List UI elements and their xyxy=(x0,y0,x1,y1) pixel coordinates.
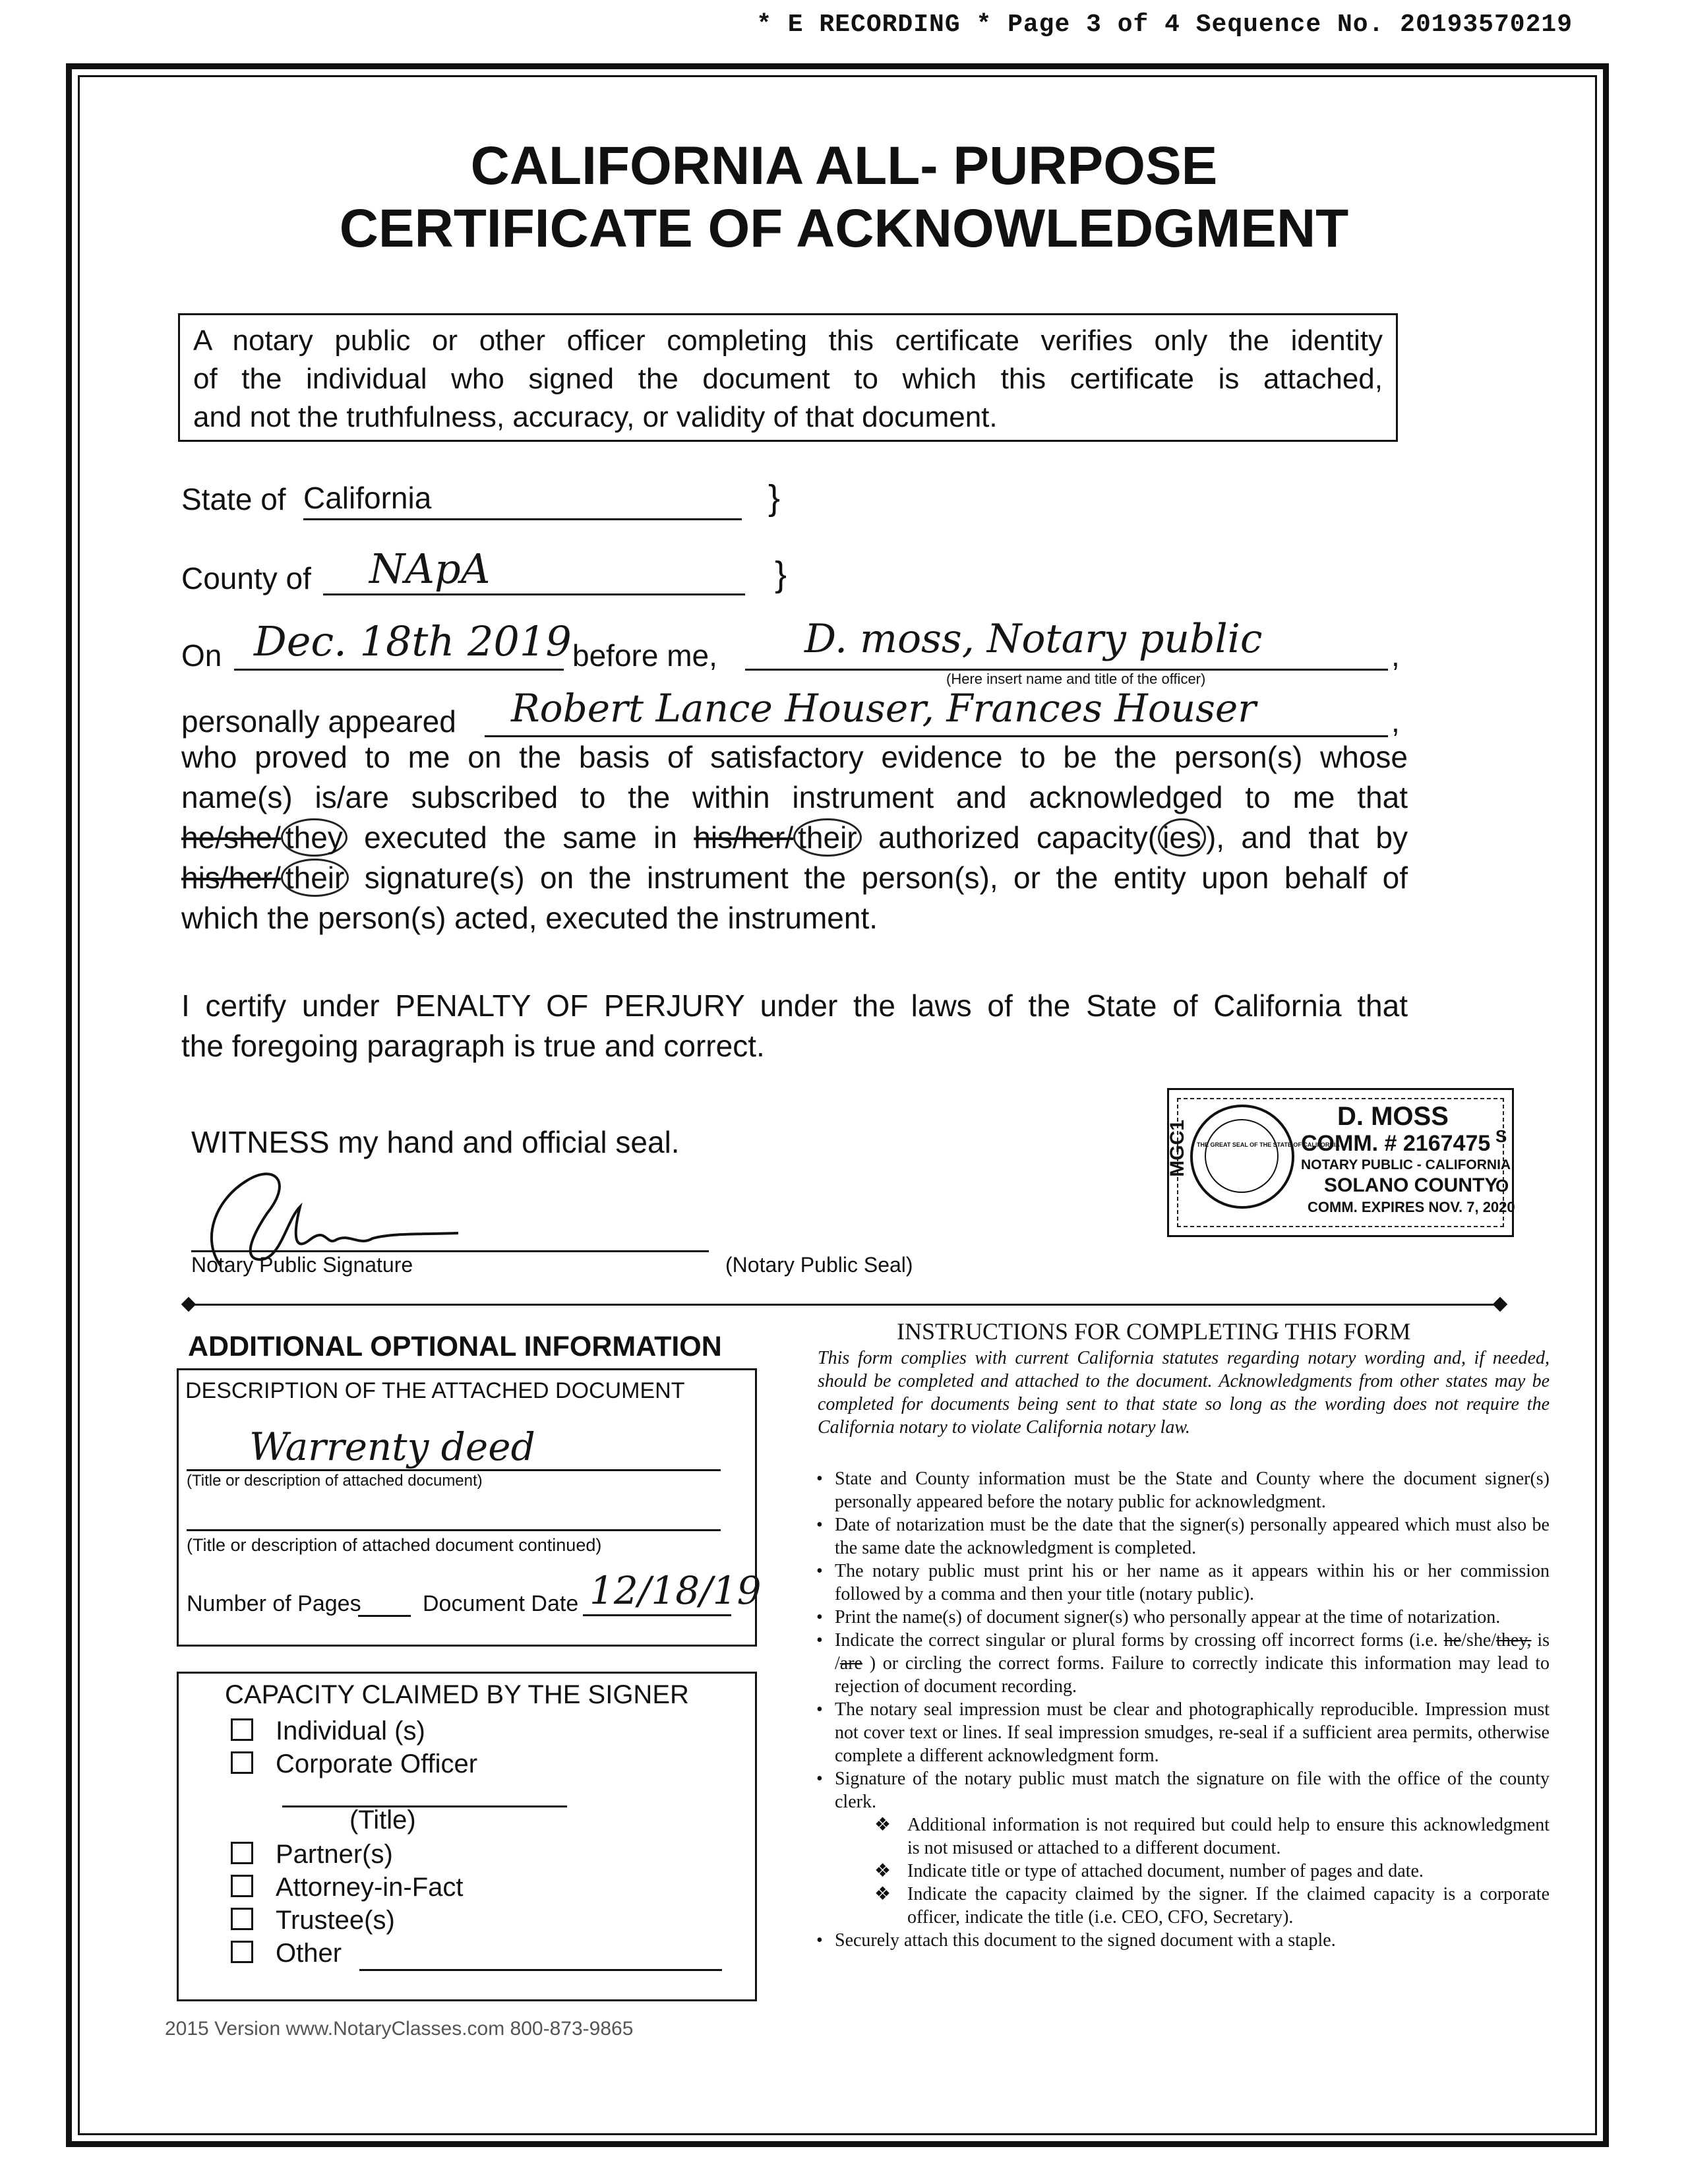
signers-field[interactable] xyxy=(485,686,1388,737)
struck-his-her-2: his/her/ xyxy=(181,861,281,895)
seal-name: D. MOSS xyxy=(1337,1102,1449,1131)
instruction-text: is / xyxy=(835,1630,1550,1674)
officer-title-field[interactable] xyxy=(282,1804,567,1807)
personally-appeared-label: personally appeared xyxy=(181,704,456,739)
pages-label: Number of Pages xyxy=(187,1591,361,1616)
seal-comm: COMM. # 2167475 xyxy=(1301,1131,1491,1156)
capacity-corporate-label: Corporate Officer xyxy=(276,1749,478,1778)
date-value: Dec. 18th 2019 xyxy=(254,617,572,665)
capacity-heading: CAPACITY CLAIMED BY THE SIGNER xyxy=(225,1680,689,1709)
struck-his-her: his/her/ xyxy=(694,820,794,855)
circled-their-2: their xyxy=(281,859,349,897)
instruction-singular-plural xyxy=(835,1629,1550,1698)
capacity-trustee-label: Trustee(s) xyxy=(276,1906,395,1935)
instruction-additional-info: ❖ Additional information is not required but could help to ensure this acknowledgment is not misused or attached to a different document. xyxy=(835,1813,1550,1860)
attached-document-box xyxy=(177,1368,762,1647)
state-value: California xyxy=(303,481,432,515)
circled-they: they xyxy=(281,818,347,857)
other-capacity-field[interactable] xyxy=(359,1967,722,1971)
instruction-text: /she/ xyxy=(1461,1630,1497,1651)
checkbox-trustee[interactable] xyxy=(231,1908,253,1930)
capacity-attorney-label: Attorney-in-Fact xyxy=(276,1873,464,1902)
seal-circle-text: THE GREAT SEAL OF THE STATE OF CALIFORNIA xyxy=(1197,1141,1340,1148)
doc-date-label: Document Date xyxy=(423,1591,579,1616)
doc-date-field[interactable] xyxy=(583,1568,762,1616)
county-value: NApA xyxy=(369,545,491,593)
instruction-signature: • Signature of the notary public must match the signature on file with the office of the county clerk. xyxy=(835,1767,1550,1813)
before-me-label: before me, xyxy=(572,638,717,673)
checkbox-attorney[interactable] xyxy=(231,1875,253,1897)
capacity-attorney[interactable] xyxy=(231,1871,464,1904)
seal-side-right-2: O xyxy=(1495,1176,1509,1196)
paragraph-text: signature(s) on the instrument the person(s), or the entity upon behalf of xyxy=(349,861,1408,895)
county-brace: } xyxy=(775,555,787,594)
instruction-signer-names: • Print the name(s) of document signer(s) who personally appear at the time of notarization. xyxy=(835,1606,1550,1629)
recording-line-text: * E RECORDING * Page 3 of 4 Sequence No. 20193570219 xyxy=(756,11,1573,39)
instruction-notary-name: • The notary public must print his or her name as it appears within his or her commission followed by a comma and then your title (notary public). xyxy=(835,1560,1550,1606)
paragraph-row-2: name(s) is/are subscribed to the within instrument and acknowledged to me that xyxy=(181,780,1408,814)
signers-value: Robert Lance Houser, Frances Houser xyxy=(511,686,1256,731)
circled-ies: ies xyxy=(1158,818,1206,857)
witness-statement: WITNESS my hand and official seal. xyxy=(191,1125,680,1159)
county-field[interactable] xyxy=(323,547,745,595)
instruction-date: • Date of notarization must be the date that the signer(s) personally appeared which must also be the same date the acknowledgment is completed. xyxy=(835,1513,1550,1560)
seal-county: SOLANO COUNTY xyxy=(1324,1174,1498,1196)
seal-expires: COMM. EXPIRES NOV. 7, 2020 xyxy=(1308,1199,1515,1215)
certify-paragraph xyxy=(181,986,1408,1066)
state-label: State of xyxy=(181,482,286,516)
checkbox-other[interactable] xyxy=(231,1941,253,1963)
instruction-seal: • The notary seal impression must be clear and photographically reproducible. Impression must not cover text or lines. If seal impression smudges, re-seal if a sufficient area permits, otherwise complete a different acknowledgment form. xyxy=(835,1698,1550,1767)
capacity-partner-label: Partner(s) xyxy=(276,1840,393,1869)
recording-header xyxy=(0,0,1688,46)
seal-side-right: S xyxy=(1495,1126,1507,1146)
certify-row-2: the foregoing paragraph is true and correct. xyxy=(181,1029,765,1063)
capacity-individual-label: Individual (s) xyxy=(276,1716,425,1745)
paragraph-text: authorized capacity( xyxy=(861,820,1159,855)
form-version-footer: 2015 Version www.NotaryClasses.com 800-873-9865 xyxy=(165,2018,634,2040)
officer-hint: (Here insert name and title of the officer) xyxy=(946,671,1206,687)
instruction-capacity: ❖ Indicate the capacity claimed by the signer. If the claimed capacity is a corporate officer, indicate the title (i.e. CEO, CFO, Secretary). xyxy=(835,1883,1550,1929)
pages-field[interactable] xyxy=(358,1613,411,1617)
certify-row-1: I certify under PENALTY OF PERJURY under the laws of the State of California that xyxy=(181,988,1408,1023)
struck-are-example: are xyxy=(839,1653,862,1674)
paragraph-text: ), and that by xyxy=(1205,820,1408,855)
paragraph-row-1: who proved to me on the basis of satisfactory evidence to be the person(s) whose xyxy=(181,740,1408,774)
state-field[interactable] xyxy=(303,480,742,520)
notice-line-1: A notary public or other officer completing this certificate verifies only the identity xyxy=(193,324,1383,357)
doc-date-value: 12/18/19 xyxy=(589,1568,762,1613)
instruction-state-county: • State and County information must be the State and County where the document signer(s) personally appeared before the notary public for acknowledgment. xyxy=(835,1467,1550,1513)
instructions-list xyxy=(811,1467,1550,1952)
instructions-intro: This form complies with current California statutes regarding notary wording and, if needed, should be completed and attached to the document. Acknowledgments from other states may be completed for documents being sent to that state so long as the wording does not require the California notary to violate California notary law. xyxy=(818,1348,1550,1438)
notary-seal-stamp xyxy=(1167,1088,1514,1237)
notice-box xyxy=(178,313,1398,442)
state-brace: } xyxy=(768,478,781,518)
doc-title-value: Warrenty deed xyxy=(249,1424,535,1469)
capacity-individual[interactable] xyxy=(231,1714,425,1747)
capacity-trustee[interactable] xyxy=(231,1904,395,1937)
signers-comma: , xyxy=(1391,704,1400,739)
struck-he-she: he/she/ xyxy=(181,820,281,855)
checkbox-partner[interactable] xyxy=(231,1842,253,1864)
instruction-staple: • Securely attach this document to the signed document with a staple. xyxy=(835,1929,1550,1952)
doc-title-cont-hint: (Title or description of attached document continued) xyxy=(187,1535,602,1555)
capacity-partner[interactable] xyxy=(231,1838,393,1871)
struck-he-example: he xyxy=(1443,1630,1462,1651)
additional-info-heading: ADDITIONAL OPTIONAL INFORMATION xyxy=(188,1331,722,1362)
signature-label: Notary Public Signature xyxy=(191,1253,413,1277)
seal-side-left: MGC1 xyxy=(1166,1120,1188,1177)
instructions-heading: INSTRUCTIONS FOR COMPLETING THIS FORM xyxy=(897,1318,1411,1345)
paragraph-text: executed the same in xyxy=(347,820,694,855)
on-label: On xyxy=(181,638,222,673)
state-seal-circle xyxy=(1190,1105,1340,1209)
county-label: County of xyxy=(181,561,311,595)
instruction-text: ) or circling the correct forms. Failure to correctly indicate this information may lead to rejection of document recording. xyxy=(835,1653,1550,1697)
form-title-line1: CALIFORNIA ALL- PURPOSE xyxy=(470,136,1218,196)
paragraph-row-5: which the person(s) acted, executed the instrument. xyxy=(181,901,878,935)
section-divider xyxy=(188,1304,1500,1306)
signature-line[interactable] xyxy=(191,1248,709,1252)
doc-title-hint: (Title or description of attached document) xyxy=(187,1472,483,1490)
notice-line-3: and not the truthfulness, accuracy, or validity of that document. xyxy=(193,401,998,433)
officer-title-label: (Title) xyxy=(349,1805,416,1835)
instruction-text: Indicate the correct singular or plural forms by crossing off incorrect forms (i.e. xyxy=(835,1630,1438,1651)
checkbox-corporate-officer[interactable] xyxy=(231,1751,253,1774)
acknowledgment-paragraph xyxy=(181,737,1408,938)
paragraph-row-4 xyxy=(181,858,1408,898)
capacity-other[interactable] xyxy=(231,1937,342,1970)
seal-notary-line: NOTARY PUBLIC - CALIFORNIA xyxy=(1301,1157,1511,1172)
paragraph-row-3 xyxy=(181,818,1408,858)
officer-comma: , xyxy=(1391,638,1400,673)
officer-value: D. moss, Notary public xyxy=(804,616,1263,662)
capacity-other-label: Other xyxy=(276,1939,342,1968)
doc-title-field[interactable] xyxy=(187,1424,721,1471)
checkbox-individual[interactable] xyxy=(231,1718,253,1741)
attached-doc-heading: DESCRIPTION OF THE ATTACHED DOCUMENT xyxy=(185,1378,685,1403)
date-field[interactable] xyxy=(234,613,572,671)
circled-their: their xyxy=(793,818,861,857)
form-title-line2: CERTIFICATE OF ACKNOWLEDGMENT xyxy=(339,198,1349,258)
notice-line-2: of the individual who signed the document to which this certificate is attached, xyxy=(193,363,1383,395)
officer-field[interactable] xyxy=(745,613,1388,671)
doc-title-cont-field[interactable] xyxy=(187,1527,721,1531)
capacity-corporate-officer[interactable] xyxy=(231,1747,477,1780)
instruction-doc-title: ❖ Indicate title or type of attached document, number of pages and date. xyxy=(835,1860,1550,1883)
seal-label: (Notary Public Seal) xyxy=(725,1253,913,1277)
struck-they-example: they, xyxy=(1496,1630,1532,1651)
